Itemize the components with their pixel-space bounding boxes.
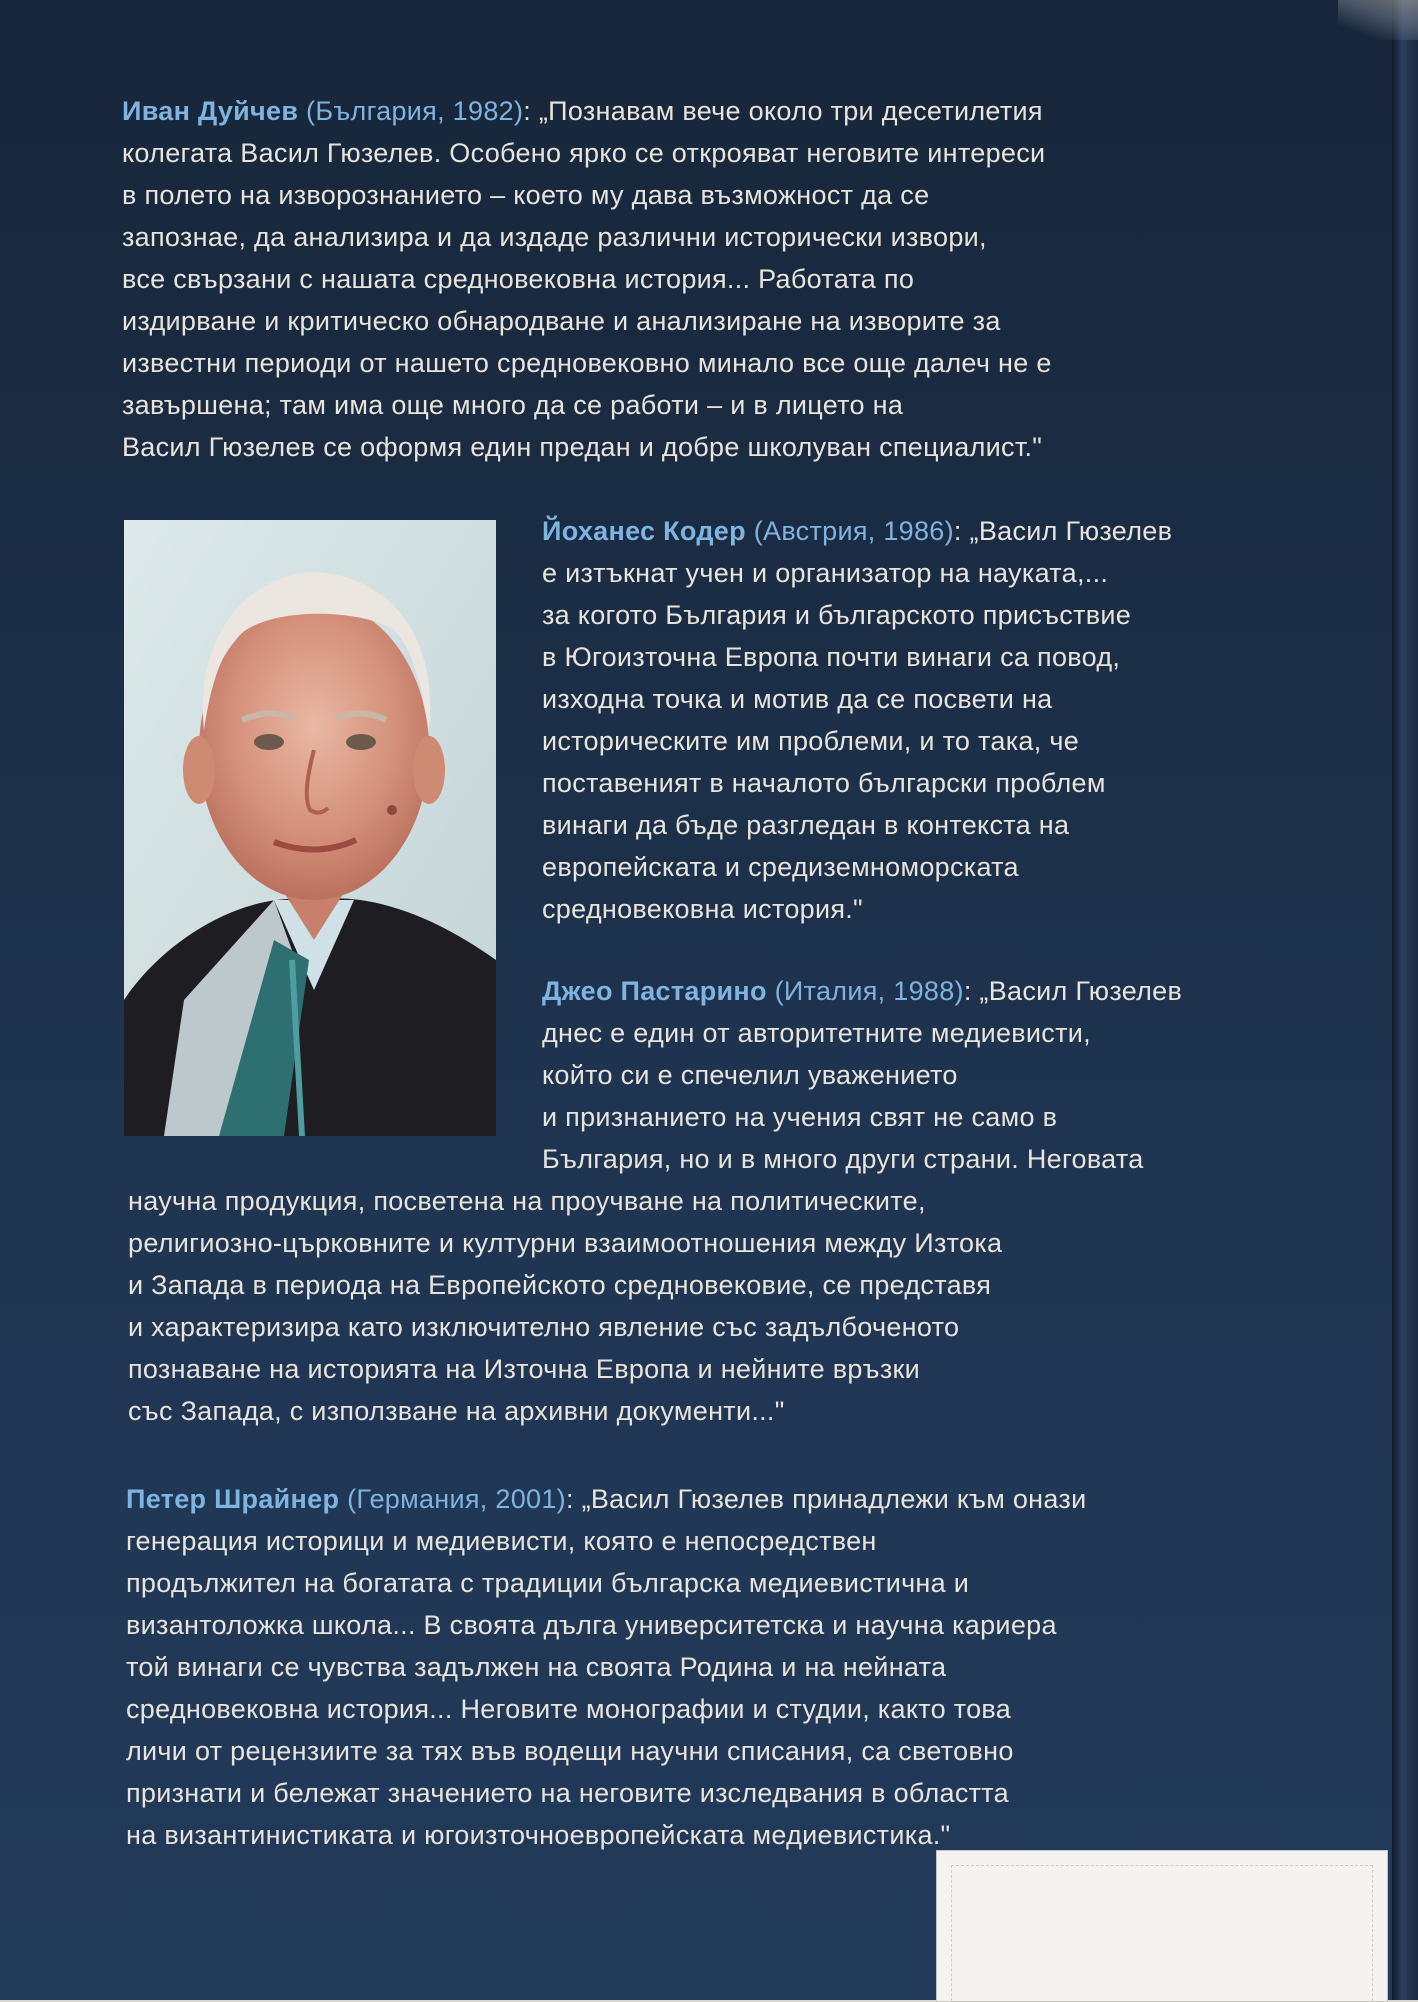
author-name: Йоханес Кодер: [542, 516, 746, 546]
quote-line: който си е спечелил уважението: [542, 1060, 958, 1090]
quote-line: продължител на богатата с традиции българска медиевистична и: [126, 1568, 970, 1598]
quote-koder: [542, 510, 1362, 930]
quote-line: и Запада в периода на Европейското средновековие, се представя: [128, 1270, 992, 1300]
quote-line: България, но и в много други страни. Неговата: [542, 1144, 1144, 1174]
quote-duychev: [122, 90, 1282, 468]
quote-line: Васил Гюзелев се оформя един предан и добре школуван специалист.": [122, 432, 1043, 462]
quote-line: е изтъкнат учен и организатор на науката,...: [542, 558, 1109, 588]
quote-line: на византинистиката и югоизточноевропейската медиевистика.": [126, 1820, 951, 1850]
quote-line: научна продукция, посветена на проучване на политическите,: [128, 1186, 926, 1216]
quote-line: познаване на историята на Източна Европа и нейните връзки: [128, 1354, 921, 1384]
label-border: [951, 1865, 1373, 2001]
quote-line: той винаги се чувства задължен на своята Родина и на нейната: [126, 1652, 947, 1682]
quote-line: издирване и критическо обнародване и анализиране на изворите за: [122, 306, 1001, 336]
quote-line: признати и бележат значението на неговите изследвания в областта: [126, 1778, 1009, 1808]
quote-line: генерация историци и медиевисти, която е непосредствен: [126, 1526, 877, 1556]
author-country-year: (Австрия, 1986): [745, 516, 954, 546]
quote-text: : „Познавам вече около три десетилетия: [523, 96, 1043, 126]
cover-corner-wear: [1338, 0, 1418, 40]
quote-first-line: [122, 90, 1282, 132]
quote-first-line: [542, 970, 1362, 1012]
quote-line: средновековна история... Неговите монографии и студии, както това: [126, 1694, 1012, 1724]
author-name: Петер Шрайнер: [126, 1484, 340, 1514]
quote-line: завършена; там има още много да се работи – и в лицето на: [122, 390, 904, 420]
author-country-year: (Германия, 2001): [339, 1484, 566, 1514]
quote-line: днес е един от авторитетните медиевисти,: [542, 1018, 1091, 1048]
quote-line: за когото България и българското присъствие: [542, 600, 1132, 630]
quote-line: религиозно-църковните и културни взаимоотношения между Изтока: [128, 1228, 1003, 1258]
quote-line: колегата Васил Гюзелев. Особено ярко се открояват неговите интереси: [122, 138, 1046, 168]
author-country-year: (Италия, 1988): [766, 976, 964, 1006]
quote-text: : „Васил Гюзелев принадлежи към онази: [565, 1484, 1087, 1514]
quote-line: европейската и средиземноморската: [542, 852, 1019, 882]
quote-line: известни периоди от нашето средновековно минало все още далеч не е: [122, 348, 1052, 378]
cover-edge: [1392, 0, 1418, 2000]
quote-line: в полето на изворознанието – което му дава възможност да се: [122, 180, 930, 210]
quote-schreiner: [126, 1478, 1366, 1856]
quote-line: средновековна история.": [542, 894, 863, 924]
quote-line: личи от рецензиите за тях във водещи научни списания, са световно: [126, 1736, 1014, 1766]
quote-line: в Югоизточна Европа почти винаги са повод,: [542, 642, 1121, 672]
quote-first-line: [126, 1478, 1366, 1520]
quote-line: и признанието на учения свят не само в: [542, 1102, 1058, 1132]
quote-first-line: [542, 510, 1362, 552]
quote-text: : „Васил Гюзелев: [953, 516, 1173, 546]
quote-text: : „Васил Гюзелев: [963, 976, 1183, 1006]
quote-pastarino: [542, 970, 1362, 1180]
author-name: Иван Дуйчев: [122, 96, 299, 126]
quote-pastarino-continued: [128, 1180, 1368, 1432]
quote-line: все свързани с нашата средновековна история... Работата по: [122, 264, 915, 294]
author-portrait-photo: [124, 520, 496, 1136]
quote-line: изходна точка и мотив да се посвети на: [542, 684, 1053, 714]
quote-line: със Запада, с използване на архивни документи...": [128, 1396, 785, 1426]
author-name: Джео Пастарино: [542, 976, 767, 1006]
author-country-year: (България, 1982): [298, 96, 524, 126]
quote-line: поставеният в началото български проблем: [542, 768, 1106, 798]
quote-line: византоложка школа... В своята дълга университетска и научна кариера: [126, 1610, 1057, 1640]
quote-line: запознае, да анализира и да издаде различни исторически извори,: [122, 222, 987, 252]
quote-line: историческите им проблеми, и то така, че: [542, 726, 1080, 756]
library-label-sticker: [936, 1850, 1388, 2002]
quote-line: винаги да бъде разгледан в контекста на: [542, 810, 1070, 840]
quote-line: и характеризира като изключително явление със задълбоченото: [128, 1312, 960, 1342]
